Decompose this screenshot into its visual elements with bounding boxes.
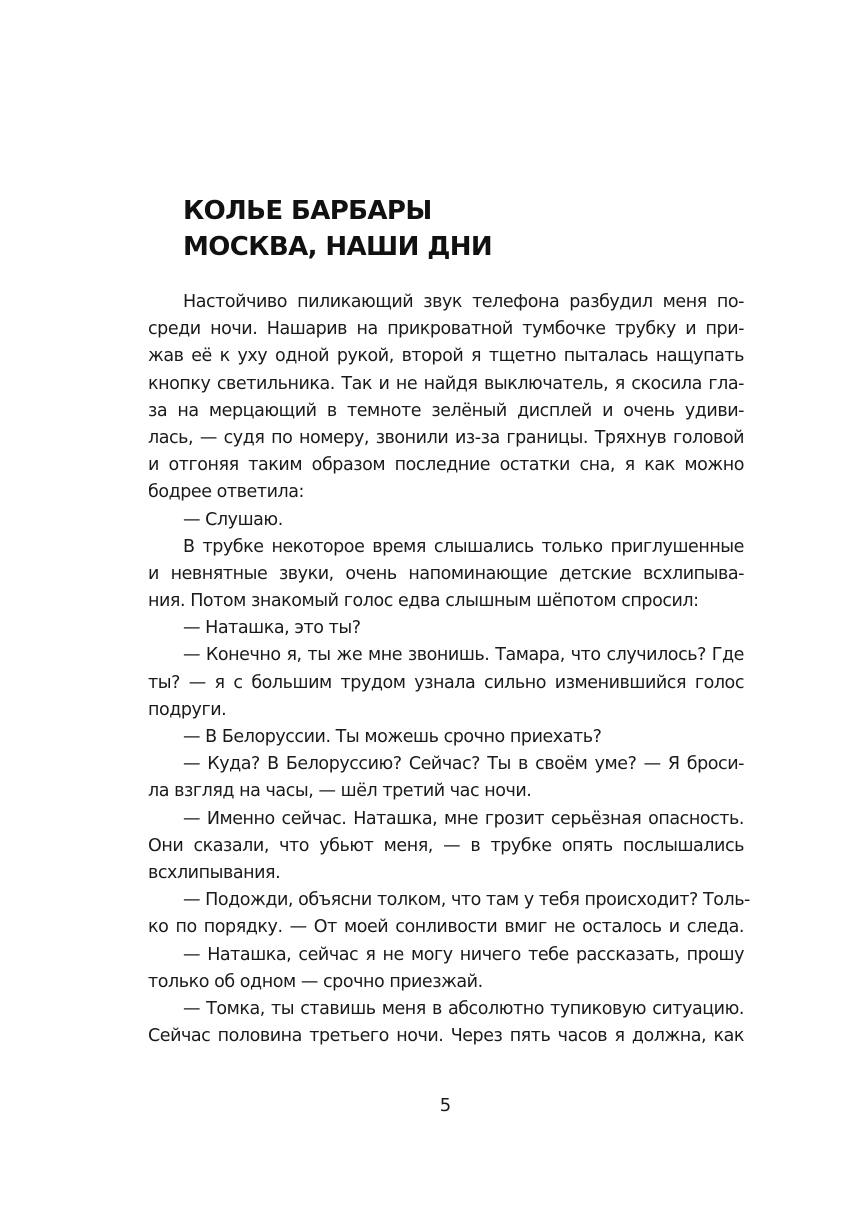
text-line: — Наташка, это ты? — [183, 618, 361, 639]
text-line: Они сказали, что убьют меня, — в трубке опять послышались — [148, 835, 744, 856]
page-number: 5 — [439, 1095, 452, 1116]
text-line: — В Белоруссии. Ты можешь срочно приехать? — [183, 727, 602, 747]
text-line: — Именно сейчас. Наташка, мне грозит серьёзная опасность. — [183, 808, 744, 829]
text-line: и невнятные звуки, очень напоминающие детские всхлипыва- — [148, 563, 744, 584]
text-line: ты? — я с большим трудом узнала сильно изменившийся голос — [148, 672, 744, 693]
text-line: — Куда? В Белоруссию? Сейчас? Ты в своём уме? — Я броси- — [183, 754, 744, 775]
text-line: бодрее ответила: — [148, 482, 304, 503]
text-line: кнопку светильника. Так и не найдя выключатель, я скосила гла- — [148, 373, 744, 394]
text-line: Настойчиво пиликающий звук телефона разбудил меня по- — [183, 292, 744, 312]
text-line: только об одном — срочно приезжай. — [148, 971, 483, 992]
chapter-subtitle: МОСКВА, НАШИ ДНИ — [183, 232, 493, 262]
chapter-title: КОЛЬЕ БАРБАРЫ — [183, 196, 432, 226]
text-line: — Слушаю. — [183, 509, 283, 530]
text-line: ла взгляд на часы, — шёл третий час ночи. — [148, 781, 532, 802]
text-line: — Томка, ты ставишь меня в абсолютно тупиковую ситуацию. — [183, 998, 744, 1019]
text-line: — Подожди, объясни толком, что там у тебя происходит? Толь- — [183, 890, 750, 911]
text-line: — Наташка, сейчас я не могу ничего тебе рассказать, прошу — [183, 944, 744, 965]
text-line: подруги. — [148, 699, 227, 720]
text-line: жав её к уху одной рукой, второй я тщетно пыталась нащупать — [148, 346, 744, 367]
text-line: лась, — судя по номеру, звонили из-за границы. Тряхнув головой — [148, 427, 744, 448]
text-line: — Конечно я, ты же мне звонишь. Тамара, что случилось? Где — [183, 645, 744, 666]
text-line: ния. Потом знакомый голос едва слышным шёпотом спросил: — [148, 591, 699, 612]
text-line: за на мерцающий в темноте зелёный дисплей и очень удиви- — [148, 400, 744, 421]
chapter-heading — [183, 193, 743, 265]
text-line: ко по порядку. — От моей сонливости вмиг не осталось и следа. — [148, 917, 744, 938]
body-text — [148, 289, 750, 1050]
text-line: и отгоняя таким образом последние остатки сна, я как можно — [148, 455, 744, 476]
text-line: В трубке некоторое время слышались только приглушенные — [183, 536, 744, 557]
text-line: всхлипывания. — [148, 862, 281, 883]
text-line: Сейчас половина третьего ночи. Через пять часов я должна, как — [148, 1026, 744, 1047]
text-line: среди ночи. Нашарив на прикроватной тумбочке трубку и при- — [148, 319, 744, 340]
